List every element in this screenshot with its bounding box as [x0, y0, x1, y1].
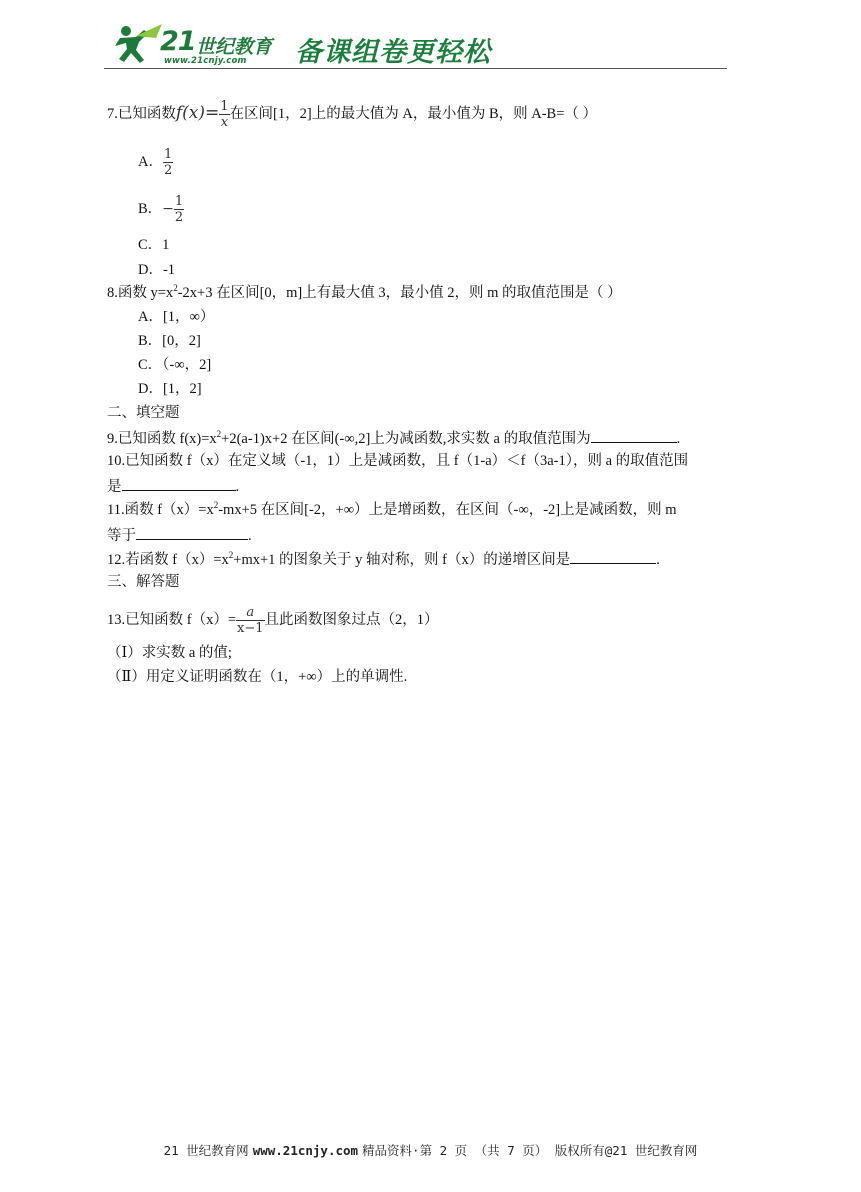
q11-pre: 11.函数 f（x）=x	[107, 502, 214, 518]
q12-end: .	[656, 552, 660, 568]
q11-end: .	[248, 528, 252, 544]
q11-sup: 2	[213, 500, 219, 510]
q7-option-d: D．-1	[138, 262, 176, 278]
question-11-line2	[107, 525, 252, 545]
question-10: 10.已知函数 f（x）在定义域（-1，1）上是减函数，且 f（1-a）＜f（3a-1），则 a 的取值范围	[107, 453, 689, 469]
question-12	[107, 549, 660, 569]
question-7	[107, 100, 597, 129]
q7-fraction	[219, 100, 229, 129]
q7-prefix: 7.已知函数	[107, 105, 176, 122]
q7-option-a	[138, 148, 173, 177]
q10-end: .	[235, 479, 240, 495]
q13-pre: 13.已知函数 f（x）=	[107, 611, 237, 628]
q7-frac-den: x	[220, 115, 229, 130]
q7-fx: f(x)	[175, 102, 206, 123]
header-slogan: 备课组卷更轻松	[295, 37, 491, 68]
section-solutions: 三、解答题	[107, 574, 180, 590]
question-11	[107, 501, 677, 519]
q12-answer-blank[interactable]	[570, 549, 656, 564]
q12-sup: 2	[228, 550, 234, 560]
q8-option-b: B．[0，2]	[138, 333, 201, 349]
q10-answer-blank[interactable]	[122, 476, 236, 491]
q13-frac-den: x−1	[237, 621, 264, 636]
q7-suffix: 在区间[1，2]上的最大值为 A，最小值为 B，则 A-B=（ ）	[229, 105, 598, 122]
question-9	[107, 428, 680, 448]
q11-line2-pre: 等于	[107, 528, 136, 544]
q7-frac-num: 1	[220, 99, 229, 114]
logo-name: 世纪教育	[196, 36, 273, 58]
q9-pre: 9.已知函数 f(x)=x	[107, 431, 217, 447]
footer-left: 21 世纪教育网	[163, 1143, 249, 1158]
q13-post: 且此函数图象过点（2，1）	[264, 611, 439, 628]
q7-eq: =	[205, 102, 220, 123]
q12-post: +mx+1 的图象关于 y 轴对称，则 f（x）的递增区间是	[233, 552, 571, 568]
q11-post: -mx+5 在区间[-2，+∞）上是增函数，在区间（-∞，-2]上是减函数，则 m	[218, 502, 677, 518]
q8-sup: 2	[173, 283, 178, 293]
page-footer	[0, 1141, 861, 1159]
q13-fraction	[236, 606, 265, 635]
section-fill-in: 二、填空题	[107, 405, 180, 421]
q13-frac-num: a	[236, 606, 265, 621]
q8-option-a: A．[1，∞）	[138, 309, 215, 325]
q7-b-sign: −	[162, 200, 174, 217]
footer-right: 精品资料·第 2 页 （共 7 页） 版权所有@21 世纪教育网	[362, 1143, 698, 1158]
logo-number: 21	[160, 26, 196, 57]
q10-line2-pre: 是	[107, 479, 122, 495]
q7-option-a-label: A．	[138, 153, 163, 170]
q7-b-num: 1	[174, 194, 184, 209]
logo-url: www.21cnjy.com	[164, 56, 247, 66]
q9-sup: 2	[216, 429, 222, 439]
q7-option-a-fraction	[163, 148, 173, 177]
q7-a-num: 1	[163, 147, 173, 162]
q7-a-den: 2	[163, 163, 173, 178]
runner-logo-icon	[106, 22, 166, 68]
q7-option-b-label: B．	[138, 200, 163, 217]
q8-option-d: D．[1，2]	[138, 381, 202, 397]
q8-option-c: C．（-∞，2]	[138, 357, 212, 373]
q7-option-b-fraction	[174, 195, 184, 224]
q12-pre: 12.若函数 f（x）=x	[107, 552, 229, 568]
q8-post: -2x+3 在区间[0，m]上有最大值 3，最小值 2，则 m 的取值范围是（ ）	[177, 285, 622, 301]
q9-answer-blank[interactable]	[591, 428, 677, 443]
q9-post: +2(a-1)x+2 在区间(-∞,2]上为减函数,求实数 a 的取值范围为	[221, 431, 591, 447]
q11-answer-blank[interactable]	[136, 525, 248, 540]
page-header	[104, 20, 727, 72]
header-divider	[104, 68, 727, 69]
question-10-line2	[107, 476, 239, 496]
question-8	[107, 284, 622, 302]
question-13	[107, 606, 439, 635]
q9-end: .	[676, 431, 681, 447]
q13-part-1: （Ⅰ）求实数 a 的值;	[107, 645, 232, 661]
footer-site-link[interactable]: www.21cnjy.com	[252, 1143, 359, 1158]
q13-part-2: （Ⅱ）用定义证明函数在（1，+∞）上的单调性.	[107, 669, 408, 685]
q7-option-c: C．1	[138, 237, 170, 253]
q7-b-den: 2	[174, 210, 184, 225]
q8-pre: 8.函数 y=x	[107, 285, 174, 301]
q7-option-b	[138, 195, 184, 224]
